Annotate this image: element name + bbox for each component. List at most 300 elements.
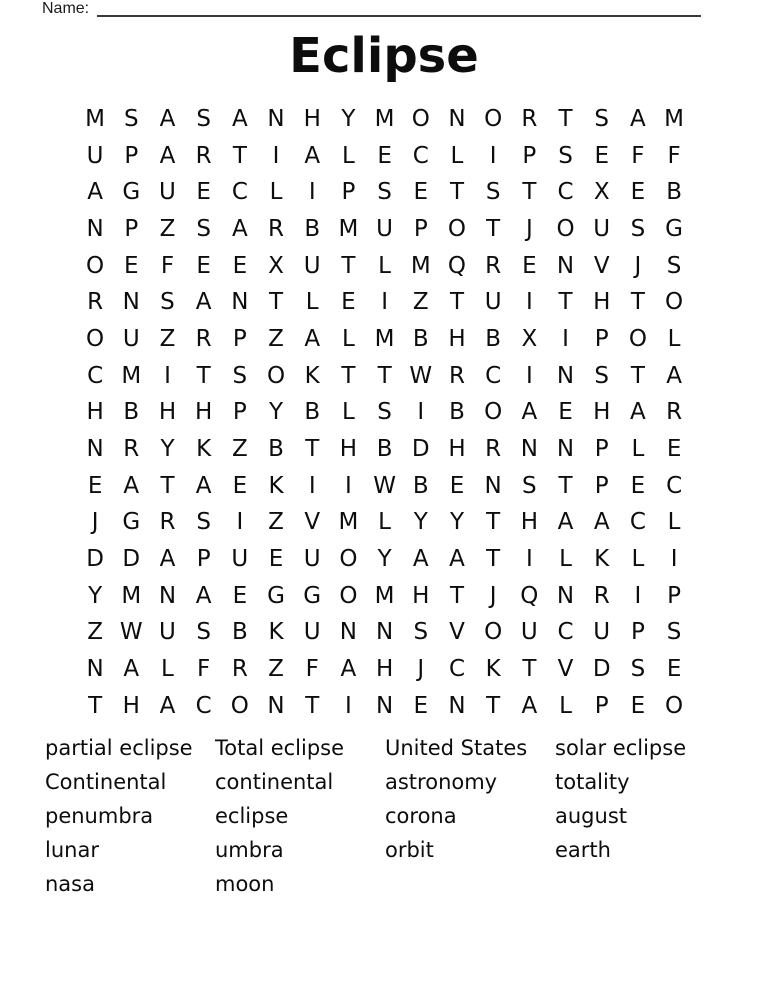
grid-letter: P	[232, 399, 247, 426]
grid-letter: T	[486, 546, 501, 573]
grid-letter: E	[630, 692, 646, 719]
grid-letter: I	[308, 472, 316, 499]
grid-letter: M	[664, 105, 685, 132]
grid-letter: C	[557, 179, 574, 206]
grid-letter: U	[86, 142, 104, 169]
grid-letter: S	[522, 472, 537, 499]
name-row	[42, 1, 701, 17]
grid-letter: U	[484, 289, 502, 316]
grid-letter: Y	[88, 582, 103, 609]
grid-letter: A	[630, 105, 646, 132]
grid-letter: E	[413, 692, 429, 719]
grid-letter: L	[667, 325, 681, 352]
word-item: august	[555, 804, 627, 828]
grid-letter: C	[629, 509, 646, 536]
grid-letter: S	[196, 619, 211, 646]
grid-letter: U	[593, 215, 611, 242]
grid-letter: U	[159, 619, 176, 646]
grid-letter: U	[376, 215, 394, 242]
grid-letter: O	[556, 215, 575, 242]
grid-letter: Y	[449, 509, 464, 536]
grid-letter: A	[123, 656, 140, 683]
grid-letter: H	[86, 399, 104, 426]
grid-letter: D	[86, 546, 104, 573]
grid-letter: P	[124, 215, 139, 242]
grid-letter: V	[593, 252, 610, 279]
grid-letter: T	[558, 289, 573, 316]
grid-letter: R	[195, 142, 212, 169]
grid-letter: T	[341, 252, 356, 279]
word-item: eclipse	[215, 804, 289, 828]
grid-letter: L	[559, 692, 572, 719]
grid-letter: X	[521, 325, 538, 352]
grid-letter: L	[161, 656, 174, 683]
grid-letter: S	[196, 509, 211, 536]
grid-letter: S	[196, 105, 211, 132]
grid-letter: A	[521, 692, 538, 719]
grid-letter: D	[411, 436, 430, 463]
grid-letter: R	[195, 325, 212, 352]
grid-letter: L	[269, 179, 283, 206]
grid-letter: U	[122, 325, 140, 352]
grid-letter: K	[268, 619, 284, 646]
grid-letter: K	[268, 472, 284, 499]
grid-letter: B	[268, 436, 284, 463]
grid-letter: S	[485, 179, 501, 206]
grid-letter: P	[667, 582, 682, 609]
grid-letter: R	[485, 252, 502, 279]
grid-letter: I	[417, 399, 425, 426]
grid-letter: A	[159, 546, 176, 573]
word-item: Continental	[45, 770, 167, 794]
grid-letter: T	[486, 215, 501, 242]
grid-letter: F	[631, 142, 645, 169]
grid-letter: P	[232, 325, 247, 352]
grid-letter: M	[374, 582, 395, 609]
grid-letter: Y	[160, 436, 175, 463]
grid-letter: A	[449, 546, 465, 573]
grid-letter: P	[630, 619, 645, 646]
grid-letter: T	[160, 472, 175, 499]
grid-letter: V	[557, 656, 574, 683]
grid-letter: I	[272, 142, 280, 169]
word-item: corona	[385, 804, 457, 828]
grid-letter: I	[381, 289, 388, 316]
grid-letter: R	[666, 399, 683, 426]
grid-letter: Z	[231, 436, 248, 463]
word-item: Total eclipse	[215, 736, 345, 760]
grid-letter: L	[341, 325, 355, 352]
grid-letter: T	[486, 509, 501, 536]
name-label: Name:	[42, 0, 90, 17]
grid-letter: D	[592, 656, 611, 683]
word-item: astronomy	[385, 770, 498, 794]
grid-letter: E	[196, 179, 211, 206]
grid-letter: K	[594, 546, 610, 573]
grid-letter: A	[87, 179, 103, 206]
grid-letter: Y	[377, 546, 392, 573]
grid-letter: N	[375, 692, 394, 719]
grid-letter: M	[121, 582, 142, 609]
grid-letter: A	[195, 472, 212, 499]
grid-letter: W	[119, 619, 143, 646]
grid-letter: A	[195, 582, 212, 609]
grid-letter: B	[123, 399, 140, 426]
grid-letter: T	[196, 362, 211, 389]
word-item: moon	[215, 872, 275, 896]
grid-letter: T	[522, 179, 537, 206]
grid-letter: A	[159, 692, 176, 719]
grid-letter: G	[122, 179, 141, 206]
grid-letter: K	[196, 436, 212, 463]
grid-letter: R	[87, 289, 104, 316]
grid-letter: I	[525, 546, 533, 573]
grid-letter: M	[121, 362, 142, 389]
grid-letter: N	[556, 582, 575, 609]
grid-letter: T	[630, 289, 645, 316]
grid-letter: B	[449, 399, 465, 426]
grid-letter: L	[631, 546, 645, 573]
grid-letter: I	[236, 509, 244, 536]
grid-letter: H	[303, 105, 321, 132]
grid-letter: I	[345, 472, 352, 499]
grid-letter: I	[670, 546, 678, 573]
grid-letter: H	[448, 436, 466, 463]
grid-letter: O	[86, 325, 105, 352]
grid-letter: N	[231, 289, 249, 316]
grid-letter: H	[122, 692, 140, 719]
grid-letter: P	[594, 325, 609, 352]
grid-letter: S	[630, 215, 646, 242]
grid-letter: G	[122, 509, 141, 536]
grid-letter: T	[558, 472, 573, 499]
grid-letter: I	[489, 142, 497, 169]
grid-letter: Y	[341, 105, 356, 132]
grid-letter: L	[559, 546, 572, 573]
grid-letter: U	[159, 179, 176, 206]
grid-letter: O	[411, 105, 430, 132]
grid-letter: R	[268, 215, 285, 242]
grid-letter: N	[86, 436, 104, 463]
grid-letter: N	[556, 252, 575, 279]
grid-letter: Y	[413, 509, 428, 536]
grid-letter: B	[412, 472, 429, 499]
grid-letter: C	[231, 179, 248, 206]
grid-letter: A	[304, 325, 321, 352]
grid-letter: Y	[269, 399, 284, 426]
grid-letter: N	[448, 105, 466, 132]
grid-letter: J	[91, 509, 99, 536]
grid-letter: W	[373, 472, 396, 499]
grid-letter: O	[86, 252, 105, 279]
word-item: orbit	[385, 838, 434, 862]
grid-letter: T	[341, 362, 356, 389]
grid-letter: A	[304, 142, 321, 169]
grid-letter: E	[666, 656, 682, 683]
grid-letter: B	[376, 436, 393, 463]
grid-letter: T	[377, 362, 392, 389]
grid-letter: G	[303, 582, 322, 609]
grid-letter: E	[449, 472, 465, 499]
grid-letter: A	[521, 399, 538, 426]
grid-letter: N	[86, 215, 104, 242]
grid-letter: P	[594, 692, 609, 719]
grid-letter: T	[558, 105, 573, 132]
grid-letter: E	[232, 582, 248, 609]
grid-letter: E	[630, 179, 646, 206]
grid-letter: P	[594, 472, 609, 499]
grid-letter: L	[631, 436, 645, 463]
grid-letter: B	[231, 619, 248, 646]
grid-letter: H	[593, 289, 611, 316]
grid-letter: T	[269, 289, 284, 316]
grid-letter: F	[305, 656, 319, 683]
grid-letter: M	[374, 105, 395, 132]
grid-letter: T	[305, 436, 320, 463]
grid-letter: O	[447, 215, 467, 242]
grid-letter: A	[231, 215, 248, 242]
grid-letter: E	[124, 252, 139, 279]
grid-letter: C	[87, 362, 104, 389]
word-item: nasa	[45, 872, 95, 896]
word-item: partial eclipse	[45, 736, 193, 760]
grid-letter: N	[556, 362, 575, 389]
grid-letter: C	[195, 692, 212, 719]
word-item: continental	[215, 770, 334, 794]
grid-letter: R	[159, 509, 176, 536]
grid-letter: A	[630, 399, 646, 426]
grid-letter: S	[123, 105, 139, 132]
grid-letter: C	[666, 472, 683, 499]
grid-letter: I	[345, 692, 352, 719]
grid-letter: S	[413, 619, 429, 646]
grid-letter: E	[594, 142, 609, 169]
grid-letter: N	[448, 692, 466, 719]
word-item: United States	[385, 736, 528, 760]
grid-letter: S	[594, 105, 610, 132]
grid-letter: B	[485, 325, 502, 352]
word-item: totality	[555, 770, 630, 794]
grid-letter: T	[449, 179, 464, 206]
grid-letter: V	[449, 619, 465, 646]
grid-letter: L	[305, 289, 319, 316]
grid-letter: G	[665, 215, 683, 242]
grid-letter: U	[520, 619, 538, 646]
grid-letter: S	[160, 289, 175, 316]
grid-letter: R	[593, 582, 610, 609]
grid-letter: N	[122, 289, 140, 316]
grid-letter: A	[557, 509, 574, 536]
grid-letter: L	[378, 252, 391, 279]
grid-letter: E	[268, 546, 284, 573]
grid-letter: D	[122, 546, 141, 573]
grid-letter: O	[230, 692, 249, 719]
grid-letter: O	[484, 105, 503, 132]
grid-letter: E	[630, 472, 646, 499]
grid-letter: S	[377, 399, 392, 426]
grid-letter: X	[268, 252, 284, 279]
grid-letter: E	[666, 436, 682, 463]
grid-letter: E	[522, 252, 537, 279]
grid-letter: I	[562, 325, 569, 352]
grid-letter: E	[232, 252, 248, 279]
grid-letter: H	[448, 325, 466, 352]
grid-letter: U	[303, 252, 321, 279]
grid-letter: V	[304, 509, 321, 536]
grid-letter: L	[341, 142, 355, 169]
grid-letter: A	[412, 546, 429, 573]
grid-letter: Z	[159, 325, 176, 352]
grid-letter: O	[628, 325, 647, 352]
grid-letter: B	[304, 215, 321, 242]
grid-letter: B	[304, 399, 321, 426]
grid-letter: Z	[87, 619, 103, 646]
grid-letter: T	[88, 692, 103, 719]
grid-letter: R	[123, 436, 140, 463]
grid-letter: R	[448, 362, 465, 389]
grid-letter: I	[525, 289, 533, 316]
grid-letter: W	[409, 362, 433, 389]
grid-letter: E	[413, 179, 429, 206]
grid-letter: L	[378, 509, 391, 536]
grid-letter: F	[160, 252, 175, 279]
letter-grid	[77, 101, 692, 725]
grid-letter: A	[159, 142, 176, 169]
grid-letter: N	[339, 619, 358, 646]
grid-letter: L	[667, 509, 681, 536]
grid-letter: K	[304, 362, 320, 389]
word-list-column	[555, 731, 686, 901]
grid-letter: P	[196, 546, 211, 573]
grid-letter: I	[164, 362, 171, 389]
grid-letter: E	[558, 399, 573, 426]
grid-letter: E	[87, 472, 103, 499]
grid-letter: L	[341, 399, 355, 426]
grid-letter: M	[338, 509, 359, 536]
grid-letter: O	[266, 362, 286, 389]
grid-letter: I	[634, 582, 642, 609]
grid-letter: A	[159, 105, 176, 132]
grid-letter: I	[308, 179, 316, 206]
grid-letter: S	[666, 619, 682, 646]
grid-letter: E	[341, 289, 356, 316]
grid-letter: C	[485, 362, 502, 389]
grid-letter: P	[124, 142, 139, 169]
grid-letter: M	[410, 252, 431, 279]
grid-letter: N	[267, 105, 285, 132]
grid-letter: P	[341, 179, 356, 206]
grid-letter: P	[413, 215, 428, 242]
grid-letter: N	[556, 436, 575, 463]
grid-letter: P	[594, 436, 609, 463]
grid-letter: S	[630, 656, 646, 683]
grid-letter: O	[339, 546, 358, 573]
grid-letter: Z	[159, 215, 176, 242]
grid-letter: B	[412, 325, 429, 352]
grid-letter: J	[634, 252, 642, 279]
grid-letter: I	[525, 362, 533, 389]
grid-letter: E	[377, 142, 392, 169]
word-item: earth	[555, 838, 611, 862]
grid-letter: O	[665, 692, 684, 719]
grid-letter: U	[303, 619, 321, 646]
grid-letter: H	[375, 656, 394, 683]
grid-letter: H	[593, 399, 611, 426]
word-list-column	[215, 731, 385, 901]
grid-letter: N	[86, 656, 104, 683]
word-item: umbra	[215, 838, 284, 862]
grid-letter: Z	[268, 509, 284, 536]
word-item: solar eclipse	[555, 736, 687, 760]
grid-letter: H	[195, 399, 213, 426]
grid-letter: Z	[268, 325, 284, 352]
grid-letter: U	[231, 546, 249, 573]
grid-letter: E	[196, 252, 211, 279]
grid-letter: N	[484, 472, 502, 499]
grid-letter: O	[484, 619, 503, 646]
grid-letter: O	[339, 582, 358, 609]
grid-letter: R	[231, 656, 248, 683]
grid-letter: S	[196, 215, 211, 242]
grid-letter: H	[520, 509, 538, 536]
grid-letter: M	[85, 105, 106, 132]
grid-letter: N	[158, 582, 177, 609]
grid-letter: S	[666, 252, 682, 279]
grid-letter: M	[338, 215, 359, 242]
grid-letter: T	[305, 692, 320, 719]
grid-letter: U	[593, 619, 611, 646]
grid-letter: A	[666, 362, 682, 389]
puzzle-title: Eclipse	[289, 28, 479, 84]
grid-letter: P	[522, 142, 537, 169]
word-item: penumbra	[45, 804, 154, 828]
grid-letter: T	[486, 692, 501, 719]
grid-letter: U	[303, 546, 321, 573]
grid-letter: O	[665, 289, 684, 316]
grid-letter: N	[520, 436, 538, 463]
grid-letter: C	[448, 656, 465, 683]
grid-letter: Z	[412, 289, 429, 316]
grid-letter: K	[485, 656, 501, 683]
grid-letter: H	[158, 399, 177, 426]
grid-letter: T	[232, 142, 247, 169]
grid-letter: E	[232, 472, 248, 499]
word-list-column	[45, 731, 215, 901]
grid-letter: T	[630, 362, 645, 389]
word-item: lunar	[45, 838, 99, 862]
grid-letter: H	[339, 436, 358, 463]
name-blank-line	[97, 1, 701, 17]
grid-letter: S	[377, 179, 392, 206]
grid-letter: S	[558, 142, 573, 169]
grid-letter: J	[417, 656, 425, 683]
grid-letter: T	[449, 582, 464, 609]
grid-letter: M	[374, 325, 395, 352]
grid-letter: J	[525, 215, 533, 242]
grid-letter: A	[195, 289, 212, 316]
grid-letter: N	[267, 692, 285, 719]
grid-letter: F	[197, 656, 211, 683]
grid-letter: A	[231, 105, 248, 132]
grid-letter: L	[450, 142, 464, 169]
grid-letter: N	[375, 619, 394, 646]
word-list-column	[385, 731, 555, 901]
grid-letter: Z	[268, 656, 284, 683]
grid-letter: T	[449, 289, 464, 316]
grid-letter: C	[412, 142, 429, 169]
grid-letter: F	[667, 142, 681, 169]
grid-letter: A	[340, 656, 357, 683]
